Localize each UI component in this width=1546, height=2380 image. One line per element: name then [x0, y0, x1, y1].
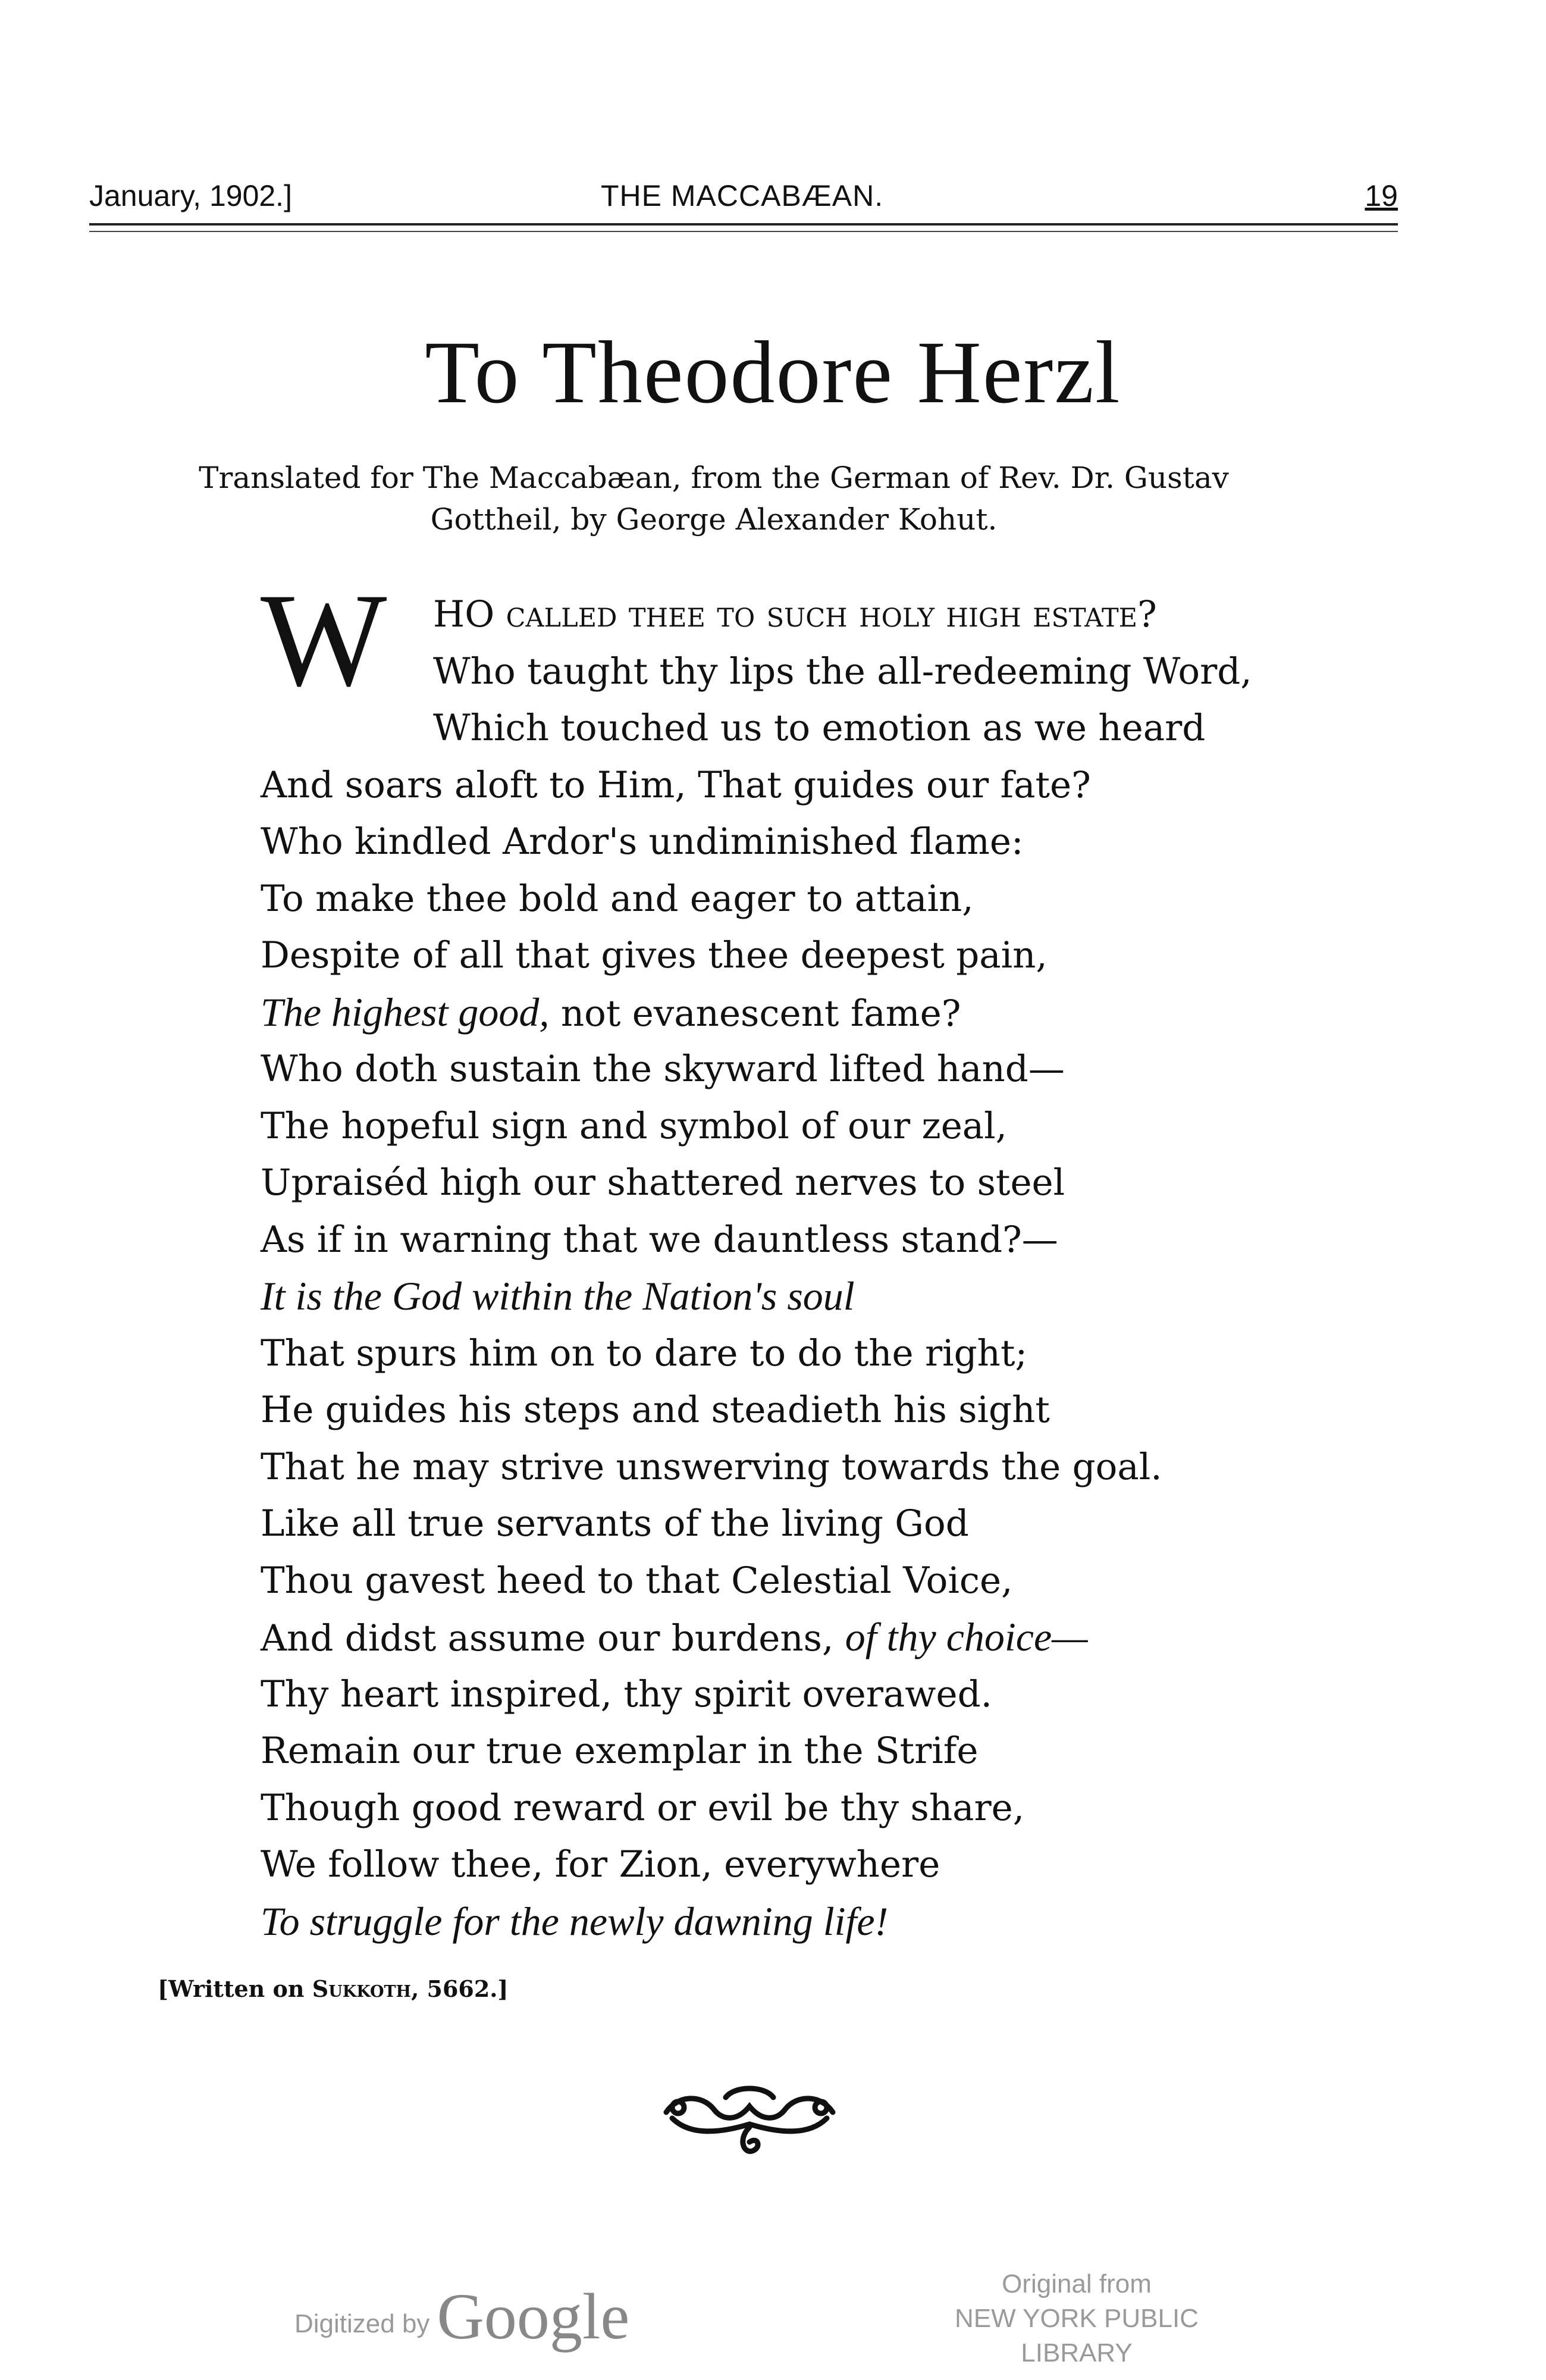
header-rule [89, 223, 1398, 226]
poem-line-first [261, 586, 1391, 643]
translation-credit [119, 457, 1309, 540]
poem-line [261, 643, 1391, 700]
poem-line [261, 1552, 1391, 1609]
poem-line-text: That spurs him on to dare to do the right; [261, 1332, 1028, 1374]
poem-line-text: And soars aloft to Him, That guides our fate? [261, 763, 1091, 806]
poem-line-text: Who doth sustain the skyward lifted hand— [261, 1048, 1065, 1090]
poem-line [261, 1211, 1391, 1269]
poem-body [261, 586, 1391, 1950]
poem-line-text: Upraiséd high our shattered nerves to steel [261, 1161, 1065, 1204]
poem-line [261, 1609, 1391, 1666]
poem-line [261, 1723, 1391, 1780]
poem-line [261, 1041, 1391, 1098]
digitized-by-text: Digitized by [294, 2309, 430, 2338]
footnote-suffix: , 5662.] [411, 1975, 509, 2002]
poem-line [261, 813, 1391, 870]
poem-line [261, 870, 1391, 928]
poem-line-text: Remain our true exemplar in the Strife [261, 1730, 979, 1772]
header-date: January, 1902.] [89, 179, 292, 212]
header-journal-title: THE MACCABÆAN. [601, 179, 884, 212]
poem-line [261, 1495, 1391, 1552]
library-name: NEW YORK PUBLIC LIBRARY [955, 2304, 1199, 2368]
poem-line [261, 1836, 1391, 1893]
poem-line [261, 1098, 1391, 1155]
poem-line [261, 1154, 1391, 1211]
poem-line-text: Like all true servants of the living God [261, 1502, 969, 1545]
header-page-number: 19 [1365, 179, 1398, 212]
library-notice [898, 2267, 1255, 2370]
footnote-smallcaps: Sukkoth [312, 1975, 412, 2002]
poem-line [261, 1893, 1391, 1950]
poem-line-text: Thou gavest heed to that Celestial Voice, [261, 1559, 1013, 1602]
poem-line [261, 984, 1391, 1041]
running-header [89, 173, 1398, 226]
poem-line-text: The hopeful sign and symbol of our zeal, [261, 1104, 1008, 1147]
poem-line [261, 927, 1391, 984]
poem-line [261, 1382, 1391, 1439]
poem-line-text: Thy heart inspired, thy spirit overawed. [261, 1673, 993, 1715]
poem-title: To Theodore Herzl [425, 323, 1121, 422]
poem-line [261, 1780, 1391, 1837]
poem-line-text: It is the God within the Nation's soul [261, 1273, 855, 1319]
poem-line-italic-part: of thy choice— [845, 1614, 1088, 1659]
poem-line-text: He guides his steps and steadieth his sight [261, 1389, 1050, 1431]
poem-line-text: Who taught thy lips the all-redeeming Word, [433, 650, 1252, 693]
poem-line [261, 757, 1391, 814]
ornament-icon [654, 2071, 845, 2172]
poem-line-text: To make thee bold and eager to attain, [261, 877, 974, 920]
poem-line-text: To struggle for the newly dawning life! [261, 1898, 889, 1944]
poem-line-italic-part: The highest good, [261, 989, 550, 1035]
translation-credit-line-1: Translated for The Maccabæan, from the German of Rev. Dr. Gustav [199, 461, 1229, 495]
poem-line [261, 700, 1391, 757]
poem-line [261, 1439, 1391, 1496]
google-logo: Google [437, 2280, 630, 2353]
poem-line [261, 1325, 1391, 1382]
poem-line [261, 1666, 1391, 1723]
footnote-prefix: [Written on [158, 1975, 312, 2002]
poem-line-text: Which touched us to emotion as we heard [433, 707, 1206, 749]
digitized-by-notice [294, 2279, 629, 2354]
poem-first-line-text: HO called thee to such holy high estate? [433, 593, 1157, 635]
poem-line [261, 1268, 1391, 1325]
translation-credit-line-2: Gottheil, by George Alexander Kohut. [430, 502, 998, 537]
original-from-text: Original from [1002, 2269, 1152, 2298]
poem-line-text: Though good reward or evil be thy share, [261, 1786, 1025, 1829]
header-rule-secondary [89, 231, 1398, 232]
poem-line-roman-part: And didst assume our burdens, [261, 1617, 845, 1659]
poem-line-text: That he may strive unswerving towards the goal. [261, 1445, 1162, 1488]
poem-line-text: Who kindled Ardor's undiminished flame: [261, 821, 1024, 863]
poem-line-roman-part: not evanescent fame? [549, 992, 961, 1035]
poem-line-text: As if in warning that we dauntless stand?— [261, 1218, 1058, 1261]
footnote [158, 1975, 509, 2002]
poem-line-text: We follow thee, for Zion, everywhere [261, 1843, 940, 1886]
poem-line-text: Despite of all that gives thee deepest pain, [261, 934, 1048, 976]
drop-cap: W [261, 565, 387, 714]
